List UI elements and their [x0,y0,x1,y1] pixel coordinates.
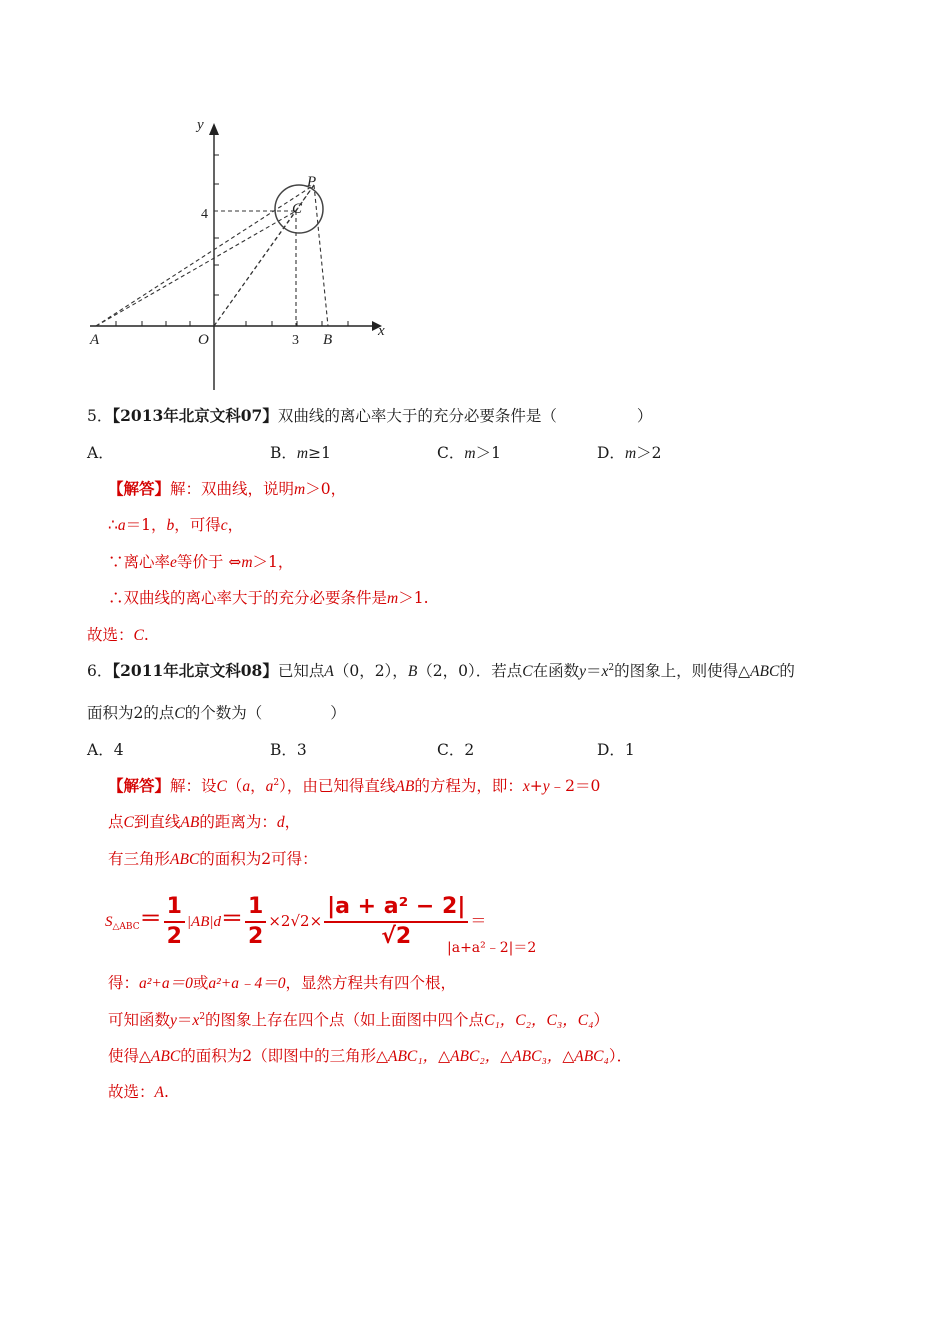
q5-answer-line-2: ∴a＝1，b，可得c， [108,516,244,534]
q5-option-a: A． [87,444,114,462]
q5-stem-close: ） [636,407,653,425]
point-label-p: P [307,174,317,190]
dashed-line-a-c [96,211,296,326]
dashed-line-p-b [314,185,328,326]
q6-answer-line-6: 使得△ABC的面积为2（即图中的三角形△ABC₁，△ABC₂，△ABC₃，△ABC₄）． [108,1047,633,1065]
q6-stem-line-1: 6．【2011年北京文科08】已知点A（0，2），B（2，0）．若点C在函数$y=x^2$的图象上，则使得△ABC的 [87,661,795,680]
q5-stem [87,406,652,426]
tick-label-3: 3 [292,333,299,348]
formula-half-2: $\frac{1}{2}$ [245,893,266,951]
formula-s: S [105,914,113,930]
point-label-c: C [292,201,303,217]
q6-option-d: D．1 [597,741,635,759]
point-label-o: O [198,332,209,348]
q6-answer-line-7: 故选：A. [108,1083,169,1101]
q5-answer-line-3: ∵离心率e等价于 ⇔m＞1， [108,553,294,571]
q6-answer-line-1: 【解答】解：设C（a，$a^2$），由已知得直线AB的方程为，即：x+y﹣2＝0 [108,776,601,795]
q5-answer-line-4: ∴双曲线的离心率大于的充分必要条件是m＞1. [108,589,429,607]
q5-source: 【2013年北京文科07】 [112,406,278,425]
coordinate-figure [80,105,400,395]
q5-option-b: B．m≥1 [270,444,331,462]
formula-2-sqrt-2: 2√2 [280,912,310,930]
q5-answer-line-5: 故选：C. [87,626,149,644]
q6-option-c: C．2 [437,741,475,759]
q6-answer-line-5: 可知函数$y=x^2$的图象上存在四个点（如上面图中四个点C₁，C₂，C₃，C₄） [108,1011,609,1029]
x-ticks [116,321,348,326]
axis-label-x: x [378,323,385,339]
formula-ab-d: |AB|d [186,914,221,930]
q6-option-b: B．3 [270,741,307,759]
q5-option-d: D．m＞2 [597,444,662,462]
point-label-b: B [323,332,333,348]
formula-s-subscript: △ABC [112,922,140,932]
axis-label-y: y [197,117,204,133]
q6-answer-line-2: 点C到直线AB的距离为：d， [108,813,301,831]
formula-tail: |a+a²﹣2|＝2 [447,940,537,956]
tick-label-4: 4 [201,207,208,222]
y-ticks [214,155,219,295]
q5-answer-line-1: 【解答】解：双曲线，说明m＞0， [108,479,347,498]
q6-answer-line-4: 得：a²+a＝0或a²+a﹣4＝0，显然方程共有四个根， [108,974,457,992]
q5-stem-text: 双曲线的离心率大于的充分必要条件是（ [277,407,557,425]
q5-number: 5． [87,407,113,425]
q6-stem-line-2: 面积为2的点C的个数为（ ） [87,704,346,722]
q5-option-c: C．m＞1 [437,444,501,462]
formula-half-1: $\frac{1}{2}$ [164,893,185,951]
point-label-a: A [90,332,100,348]
y-axis-arrow-icon [209,123,219,135]
formula-distance-fraction: $\frac{\text{|a + a² − 2|}}{√2}$ [324,893,468,951]
q6-answer-line-3: 有三角形ABC的面积为2可得： [108,850,318,868]
q6-option-a: A．4 [87,741,124,759]
